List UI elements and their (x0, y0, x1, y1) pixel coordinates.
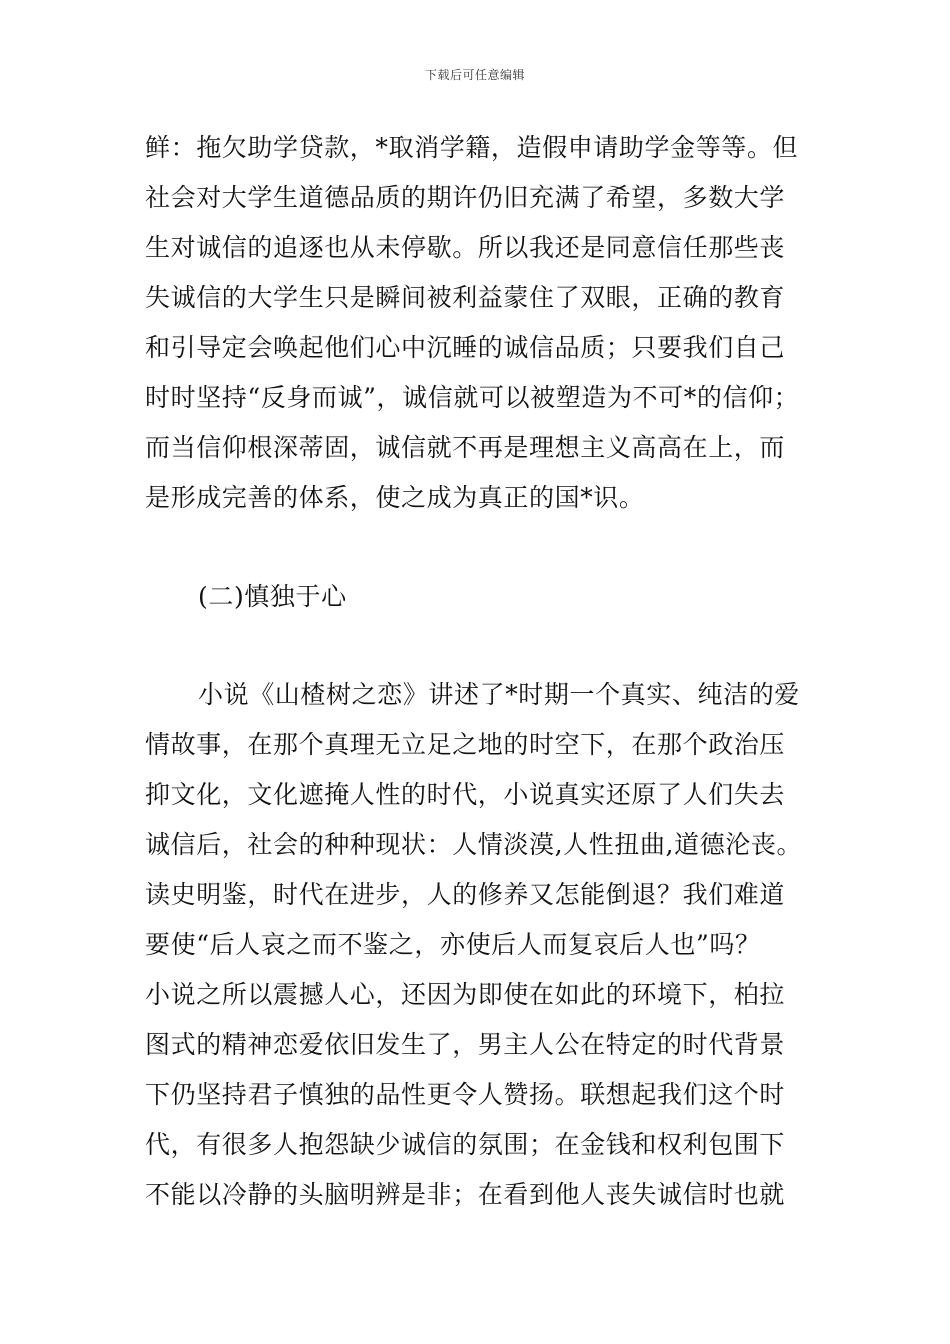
text-line: 而当信仰根深蒂固，诚信就不再是理想主义高高在上，而 (145, 433, 786, 462)
text-line: 时时坚持“反身而诚”，诚信就可以被塑造为不可*的信仰； (145, 383, 800, 412)
text-line: 要使“后人哀之而不鉴之，亦使后人而复哀后人也”吗？ (145, 930, 761, 959)
text-line: 社会对大学生道德品质的期许仍旧充满了希望，多数大学 (145, 183, 786, 212)
text-line: 下仍坚持君子慎独的品性更令人赞扬。联想起我们这个时 (145, 1080, 786, 1109)
text-line: 抑文化，文化遮掩人性的时代，小说真实还原了人们失去 (145, 780, 786, 809)
text-line: 小说之所以震撼人心，还因为即使在如此的环境下，柏拉 (145, 980, 786, 1009)
page-header: 下载后可任意编辑 (424, 68, 525, 82)
text-line: 诚信后，社会的种种现状：人情淡漠,人性扭曲,道德沦丧。 (145, 830, 803, 859)
text-line: 生对诚信的追逐也从未停歇。所以我还是同意信任那些丧 (145, 233, 786, 262)
text-line: 小说《山楂树之恋》讲述了*时期一个真实、纯洁的爱 (198, 680, 800, 709)
text-line: 鲜：拖欠助学贷款，*取消学籍，造假申请助学金等等。但 (145, 133, 799, 162)
text-line: 代，有很多人抱怨缺少诚信的氛围；在金钱和权利包围下 (145, 1130, 786, 1159)
text-line: 不能以冷静的头脑明辨是非；在看到他人丧失诚信时也就 (145, 1180, 786, 1209)
section-heading: (二)慎独于心 (198, 582, 347, 611)
text-line: 是形成完善的体系，使之成为真正的国*识。 (145, 483, 645, 512)
text-line: 情故事，在那个真理无立足之地的时空下，在那个政治压 (145, 730, 786, 759)
text-line: 和引导定会唤起他们心中沉睡的诚信品质；只要我们自己 (145, 333, 786, 362)
text-line: 失诚信的大学生只是瞬间被利益蒙住了双眼，正确的教育 (145, 283, 786, 312)
text-line: 读史明鉴，时代在进步，人的修养又怎能倒退？我们难道 (145, 880, 786, 909)
text-line: 图式的精神恋爱依旧发生了，男主人公在特定的时代背景 (145, 1030, 786, 1059)
